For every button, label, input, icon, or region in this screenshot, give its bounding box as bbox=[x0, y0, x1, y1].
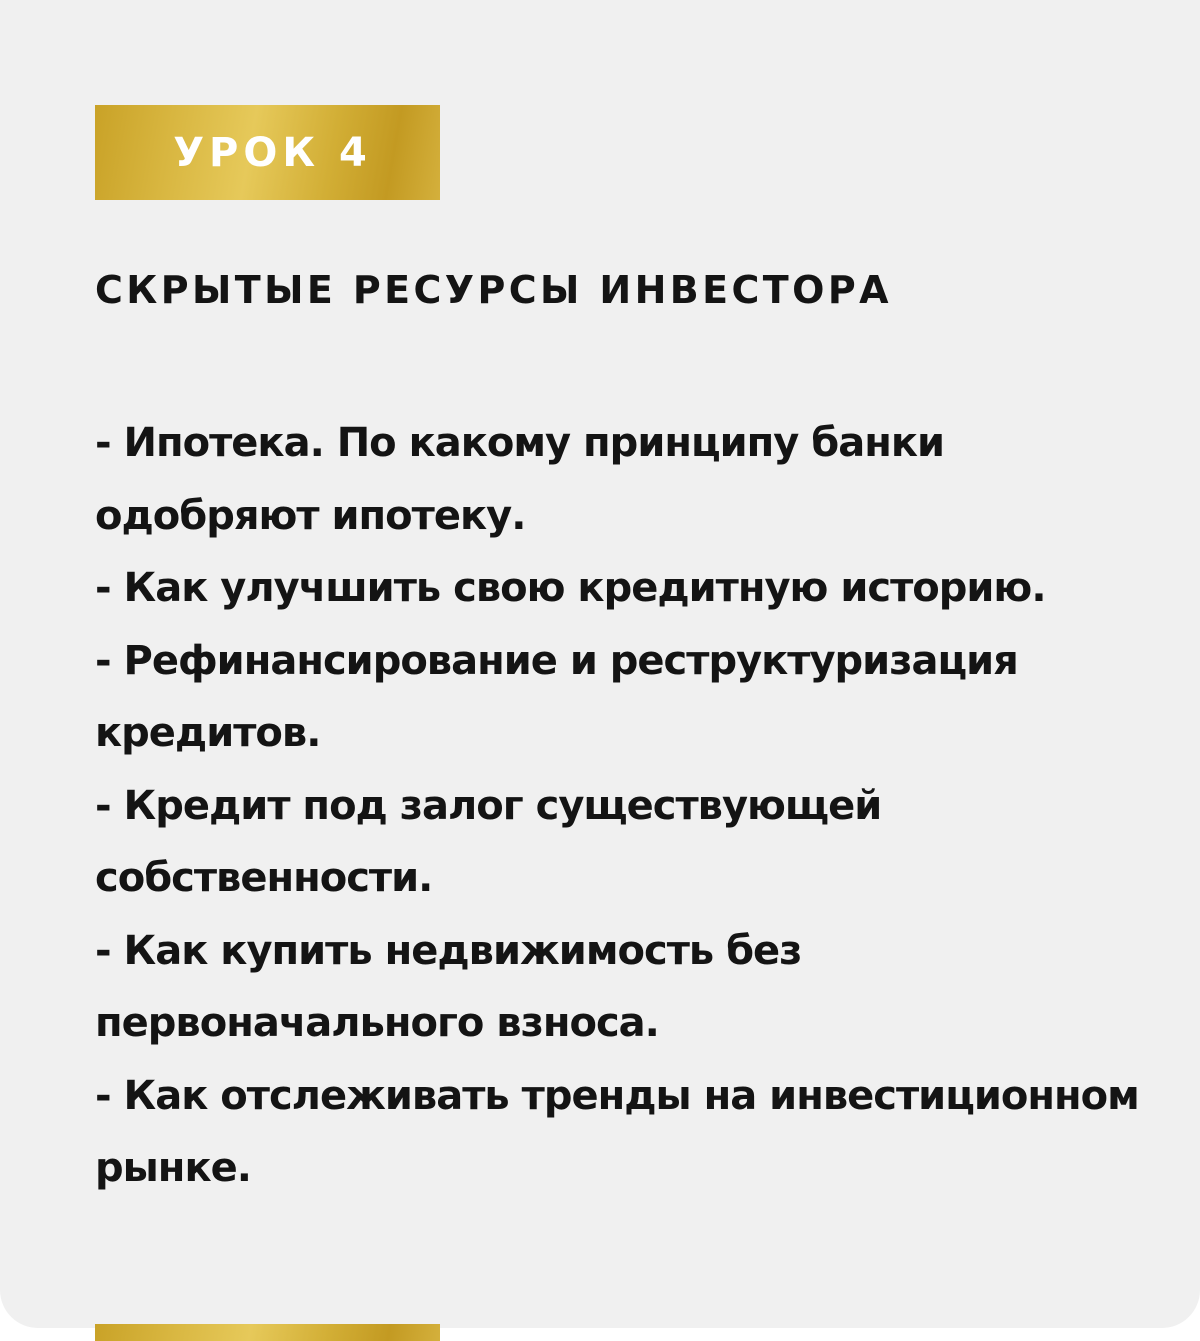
topic-item: - Ипотека. По какому принципу банки одобряют ипотеку. bbox=[95, 420, 945, 539]
topic-item: - Рефинансирование и реструктуризация кредитов. bbox=[95, 637, 1018, 756]
topic-item: - Кредит под залог существующей собственности. bbox=[95, 782, 882, 901]
lesson-badge bbox=[95, 105, 440, 200]
next-lesson-badge bbox=[95, 1324, 440, 1341]
topic-list bbox=[95, 407, 1155, 1205]
lesson-badge-label: УРОК 4 bbox=[173, 129, 372, 176]
lesson-title: СКРЫТЫЕ РЕСУРСЫ ИНВЕСТОРА bbox=[95, 268, 892, 312]
topic-item: - Как купить недвижимость без первоначального взноса. bbox=[95, 927, 802, 1046]
topic-item: - Как улучшить свою кредитную историю. bbox=[95, 565, 1046, 611]
topic-item: - Как отслеживать тренды на инвестиционном рынке. bbox=[95, 1072, 1139, 1191]
